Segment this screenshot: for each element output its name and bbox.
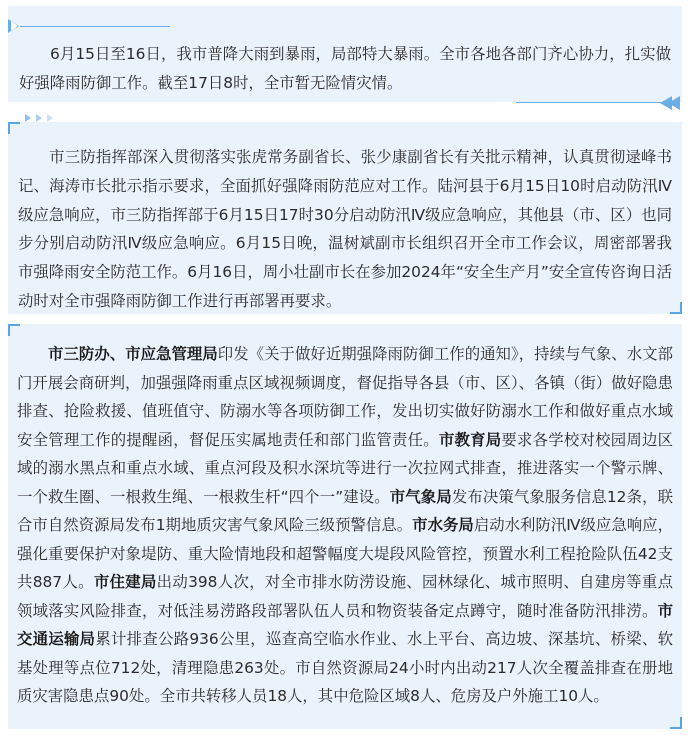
- corner-bottom-right: [670, 717, 682, 729]
- command-panel: [8, 122, 682, 314]
- arrow-right-icon: [11, 21, 18, 31]
- arrow-right-icon: [25, 114, 31, 122]
- departments-paragraph: 市三防办、市应急管理局印发《关于做好近期强降雨防御工作的通知》，持续与气象、水文部门开展会商研判，加强强降雨重点区域视频调度，督促指导各县（市、区）、各镇（街）做好隐患排查、抢险救援、值班值守、防溺水等各项防御工作，发出切实做好防溺水工作和做好重点水域安全管理工作的提醒函，督促压实属地责任和部门监管责任。市教育局要求各学校对校园周边区域的溺水黑点和重点水域、重点河段及积水深坑等进行一次拉网式排查，推进落实一个警示牌、一个救生圈、一根救生绳、一根救生杆“四个一”建设。市气象局发布决策气象服务信息12条，联合市自然资源局发布1期地质灾害气象风险三级预警信息。市水务局启动水利防汛Ⅳ级应急响应，强化重要保护对象堤防、重大险情地段和超警幅度大堤段风险管控，预置水利工程抢险队伍42支共887人。市住建局出动398人次，对全市排水防涝设施、园林绿化、城市照明、自建房等重点领域落实风险排查，对低洼易涝路段部署队伍人员和物资装备定点蹲守，随时准备防汛排涝。市交通运输局累计排查公路936公里，巡查高空临水作业、水上平台、高边坡、深基坑、桥梁、软基处理等点位712处，清理隐患263处。市自然资源局24小时内出动217人次全覆盖排查在册地质灾害隐患点90处。全市共转移人员18人，其中危险区域8人、危房及户外施工10人。: [17, 345, 673, 705]
- dept-emergency: 市三防办、市应急管理局: [48, 345, 218, 363]
- departments-panel: [8, 324, 682, 729]
- corner-top-left: [8, 324, 20, 336]
- arrow-right-icon: [47, 114, 53, 122]
- corner-bottom-right: [670, 302, 682, 314]
- summary-paragraph: 6月15日至16日，我市普降大雨到暴雨，局部特大暴雨。全市各地各部门齐心协力，扎实做好强降雨防御工作。截至17日8时，全市暂无险情灾情。: [19, 45, 671, 92]
- dept-meteorology: 市气象局: [389, 487, 452, 506]
- corner-top-left: [8, 122, 20, 134]
- dept-education: 市教育局: [438, 430, 502, 449]
- top-rule: [20, 26, 170, 27]
- arrow-left-icon: [668, 96, 680, 110]
- summary-panel: [8, 6, 682, 102]
- dept-transport: 市交通运输局: [17, 601, 673, 648]
- dept-housing: 市住建局: [93, 573, 157, 591]
- command-paragraph: 市三防指挥部深入贯彻落实张虎常务副省长、张少康副省长有关批示精神，认真贯彻逯峰书记、海涛市长批示指示要求，全面抓好强降雨防范应对工作。陆河县于6月15日10时启动防汛Ⅳ级应急响应，市三防指挥部于6月15日17时30分启动防汛Ⅳ级应急响应，其他县（市、区）也同步分别启动防汛Ⅳ级应急响应。6月15日晚，温树斌副市长组织召开全市工作会议，周密部署我市强降雨安全防范工作。6月16日，周小壮副市长在参加2024年“安全生产月”安全宣传咨询日活动时对全市强降雨防御工作进行再部署再要求。: [18, 148, 672, 310]
- dept-water: 市水务局: [412, 516, 474, 534]
- arrow-right-icon: [36, 114, 42, 122]
- bottom-rule: [516, 102, 666, 103]
